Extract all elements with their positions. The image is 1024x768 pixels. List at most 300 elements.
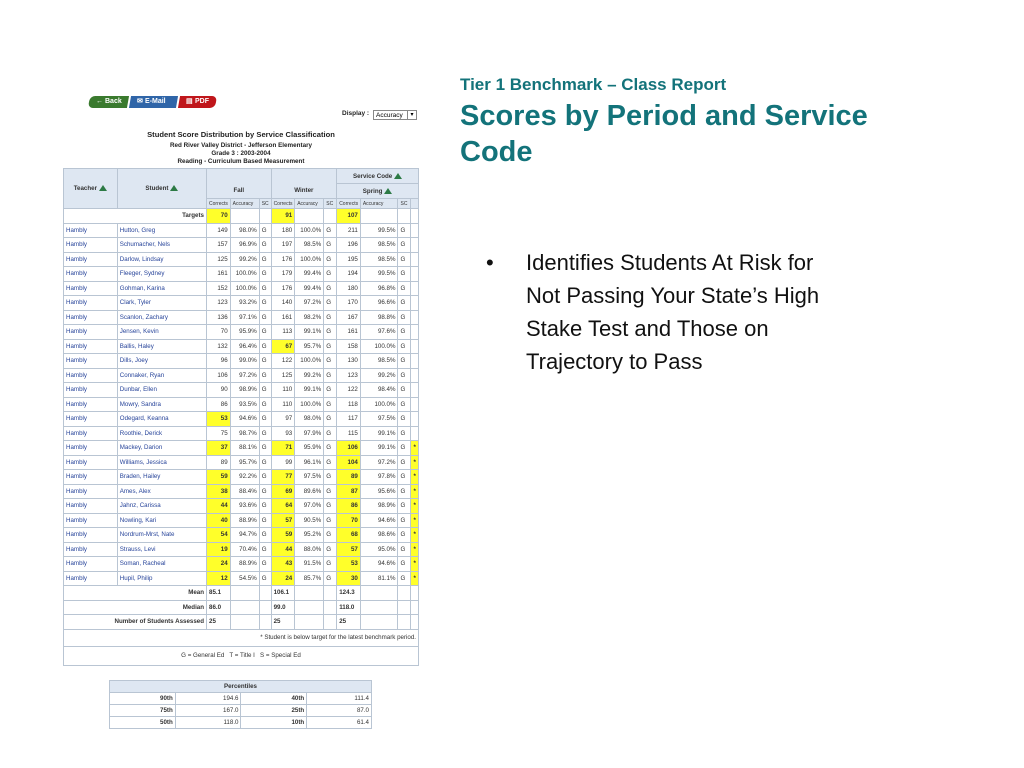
spring-accuracy-cell: 99.5% bbox=[360, 267, 398, 282]
fall-corrects-cell: 24 bbox=[207, 557, 231, 572]
winter-service-code-cell: G bbox=[324, 325, 337, 340]
teacher-cell[interactable]: Hambly bbox=[64, 426, 118, 441]
spring-accuracy-cell: 95.6% bbox=[360, 484, 398, 499]
below-target-marker: * bbox=[411, 571, 419, 586]
fall-service-code-cell: G bbox=[259, 310, 271, 325]
fall-accuracy-cell: 98.9% bbox=[230, 383, 259, 398]
fall-service-code-cell: G bbox=[259, 557, 271, 572]
teacher-cell[interactable]: Hambly bbox=[64, 252, 118, 267]
display-select-value: Accuracy bbox=[376, 112, 403, 119]
winter-corrects-cell: 93 bbox=[271, 426, 295, 441]
teacher-cell[interactable]: Hambly bbox=[64, 325, 118, 340]
spring-accuracy-cell: 99.2% bbox=[360, 368, 398, 383]
spring-corrects-cell: 118 bbox=[337, 397, 361, 412]
winter-corrects-cell: 122 bbox=[271, 354, 295, 369]
below-target-marker: * bbox=[411, 513, 419, 528]
winter-corrects-cell: 97 bbox=[271, 412, 295, 427]
winter-accuracy-cell: 99.1% bbox=[295, 383, 324, 398]
table-row bbox=[64, 397, 419, 412]
teacher-cell[interactable]: Hambly bbox=[64, 296, 118, 311]
teacher-cell[interactable]: Hambly bbox=[64, 513, 118, 528]
winter-accuracy-cell: 100.0% bbox=[295, 354, 324, 369]
winter-service-code-cell: G bbox=[324, 528, 337, 543]
table-row bbox=[64, 412, 419, 427]
winter-accuracy-cell: 95.9% bbox=[295, 441, 324, 456]
student-link[interactable]: Soman, Racheal bbox=[117, 557, 206, 572]
teacher-cell[interactable]: Hambly bbox=[64, 267, 118, 282]
spring-accuracy-cell: 98.6% bbox=[360, 528, 398, 543]
student-link[interactable]: Strauss, Levi bbox=[117, 542, 206, 557]
student-link[interactable]: Nowling, Kari bbox=[117, 513, 206, 528]
fall-accuracy-cell: 54.5% bbox=[230, 571, 259, 586]
student-link[interactable]: Nordrum-Mrst, Nate bbox=[117, 528, 206, 543]
winter-accuracy-cell: 99.1% bbox=[295, 325, 324, 340]
winter-corrects-cell: 43 bbox=[271, 557, 295, 572]
fall-corrects-cell: 106 bbox=[207, 368, 231, 383]
summary-value: 25 bbox=[337, 615, 361, 630]
percentile-label: 25th bbox=[241, 705, 307, 717]
spring-corrects-cell: 57 bbox=[337, 542, 361, 557]
spring-corrects-cell: 117 bbox=[337, 412, 361, 427]
table-row bbox=[64, 571, 419, 586]
fall-corrects-cell: 149 bbox=[207, 223, 231, 238]
spring-corrects-cell: 89 bbox=[337, 470, 361, 485]
student-link[interactable]: Mackey, Darion bbox=[117, 441, 206, 456]
spring-service-code-cell: G bbox=[398, 513, 411, 528]
subheader-corrects: Corrects bbox=[337, 199, 361, 209]
below-target-marker bbox=[411, 252, 419, 267]
teacher-cell[interactable]: Hambly bbox=[64, 281, 118, 296]
legend-row bbox=[64, 646, 419, 665]
spring-corrects-cell: 130 bbox=[337, 354, 361, 369]
table-row bbox=[64, 484, 419, 499]
percentile-label: 90th bbox=[110, 693, 176, 705]
student-link[interactable]: Schumacher, Nels bbox=[117, 238, 206, 253]
note-row bbox=[64, 629, 419, 646]
fall-service-code-cell: G bbox=[259, 238, 271, 253]
fall-accuracy-cell: 93.2% bbox=[230, 296, 259, 311]
spring-service-code-cell: G bbox=[398, 470, 411, 485]
fall-corrects-cell: 40 bbox=[207, 513, 231, 528]
pdf-button[interactable] bbox=[178, 96, 217, 108]
winter-service-code-cell: G bbox=[324, 238, 337, 253]
fall-accuracy-cell: 94.7% bbox=[230, 528, 259, 543]
table-row bbox=[64, 441, 419, 456]
below-target-marker: * bbox=[411, 470, 419, 485]
below-target-marker bbox=[411, 383, 419, 398]
fall-corrects-cell: 132 bbox=[207, 339, 231, 354]
fall-corrects-cell: 70 bbox=[207, 325, 231, 340]
subheader-sc: SC bbox=[324, 199, 337, 209]
fall-service-code-cell: G bbox=[259, 571, 271, 586]
winter-accuracy-cell: 100.0% bbox=[295, 397, 324, 412]
spring-corrects-cell: 170 bbox=[337, 296, 361, 311]
fall-service-code-cell: G bbox=[259, 368, 271, 383]
fall-corrects-cell: 125 bbox=[207, 252, 231, 267]
summary-value: 118.0 bbox=[337, 600, 361, 615]
winter-service-code-cell: G bbox=[324, 412, 337, 427]
winter-service-code-cell: G bbox=[324, 339, 337, 354]
fall-accuracy-cell: 97.1% bbox=[230, 310, 259, 325]
teacher-cell[interactable]: Hambly bbox=[64, 383, 118, 398]
fall-service-code-cell: G bbox=[259, 397, 271, 412]
percentile-value: 61.4 bbox=[307, 717, 372, 729]
winter-corrects-cell: 176 bbox=[271, 281, 295, 296]
fall-corrects-cell: 136 bbox=[207, 310, 231, 325]
spring-accuracy-cell: 94.6% bbox=[360, 557, 398, 572]
winter-service-code-cell: G bbox=[324, 354, 337, 369]
spring-corrects-cell: 123 bbox=[337, 368, 361, 383]
fall-corrects-cell: 86 bbox=[207, 397, 231, 412]
fall-accuracy-cell: 99.0% bbox=[230, 354, 259, 369]
spring-service-code-cell: G bbox=[398, 281, 411, 296]
percentiles-title: Percentiles bbox=[110, 681, 372, 693]
teacher-cell[interactable]: Hambly bbox=[64, 238, 118, 253]
table-row bbox=[64, 223, 419, 238]
sort-arrow-icon[interactable] bbox=[170, 185, 178, 191]
student-link[interactable]: Hutton, Greg bbox=[117, 223, 206, 238]
table-row bbox=[64, 455, 419, 470]
spring-service-code-cell: G bbox=[398, 354, 411, 369]
winter-service-code-cell: G bbox=[324, 397, 337, 412]
pdf-icon: ▤ bbox=[186, 98, 193, 105]
spring-service-code-cell: G bbox=[398, 383, 411, 398]
targets-label: Targets bbox=[64, 209, 207, 224]
spring-accuracy-cell: 95.0% bbox=[360, 542, 398, 557]
service-code-header[interactable]: Service Code bbox=[337, 169, 419, 184]
spring-service-code-cell: G bbox=[398, 557, 411, 572]
percentile-label: 50th bbox=[110, 717, 176, 729]
fall-corrects-cell: 75 bbox=[207, 426, 231, 441]
winter-corrects-cell: 77 bbox=[271, 470, 295, 485]
winter-accuracy-cell: 100.0% bbox=[295, 252, 324, 267]
back-button[interactable] bbox=[88, 96, 129, 108]
summary-value: 99.0 bbox=[271, 600, 295, 615]
winter-corrects-cell: 110 bbox=[271, 383, 295, 398]
fall-corrects-cell: 12 bbox=[207, 571, 231, 586]
summary-value: 85.1 bbox=[207, 586, 231, 601]
teacher-cell[interactable]: Hambly bbox=[64, 310, 118, 325]
spring-service-code-cell: G bbox=[398, 542, 411, 557]
back-label: Back bbox=[104, 98, 122, 105]
teacher-cell[interactable]: Hambly bbox=[64, 470, 118, 485]
spring-corrects-cell: 158 bbox=[337, 339, 361, 354]
below-target-marker bbox=[411, 296, 419, 311]
below-target-marker bbox=[411, 238, 419, 253]
spring-service-code-cell: G bbox=[398, 499, 411, 514]
table-row bbox=[64, 238, 419, 253]
percentile-value: 194.6 bbox=[175, 693, 241, 705]
winter-corrects-cell: 179 bbox=[271, 267, 295, 282]
winter-corrects-cell: 57 bbox=[271, 513, 295, 528]
student-link[interactable]: Hupil, Philip bbox=[117, 571, 206, 586]
fall-accuracy-cell: 93.6% bbox=[230, 499, 259, 514]
student-link[interactable]: Connaker, Ryan bbox=[117, 368, 206, 383]
winter-accuracy-cell: 97.0% bbox=[295, 499, 324, 514]
service-code-legend: G = General Ed T = Title I S = Special Ed bbox=[64, 646, 419, 665]
teacher-cell[interactable]: Hambly bbox=[64, 571, 118, 586]
student-link[interactable]: Darlow, Lindsay bbox=[117, 252, 206, 267]
winter-service-code-cell: G bbox=[324, 542, 337, 557]
email-button[interactable] bbox=[129, 96, 178, 108]
winter-service-code-cell: G bbox=[324, 557, 337, 572]
teacher-cell[interactable]: Hambly bbox=[64, 441, 118, 456]
student-link[interactable]: Ames, Alex bbox=[117, 484, 206, 499]
report-district: Red River Valley District - Jefferson Elementary bbox=[169, 142, 313, 149]
teacher-cell[interactable]: Hambly bbox=[64, 368, 118, 383]
summary-label: Median bbox=[64, 600, 207, 615]
spring-accuracy-cell: 97.8% bbox=[360, 470, 398, 485]
spring-corrects-cell: 211 bbox=[337, 223, 361, 238]
summary-label: Mean bbox=[64, 586, 207, 601]
sort-arrow-icon[interactable] bbox=[394, 173, 402, 179]
spring-corrects-cell: 70 bbox=[337, 513, 361, 528]
fall-service-code-cell: G bbox=[259, 441, 271, 456]
percentile-label: 10th bbox=[241, 717, 307, 729]
below-target-marker bbox=[411, 325, 419, 340]
table-row bbox=[64, 296, 419, 311]
fall-service-code-cell: G bbox=[259, 542, 271, 557]
winter-service-code-cell: G bbox=[324, 223, 337, 238]
student-link[interactable]: Roothie, Derick bbox=[117, 426, 206, 441]
fall-service-code-cell: G bbox=[259, 455, 271, 470]
below-target-marker bbox=[411, 267, 419, 282]
below-target-marker bbox=[411, 339, 419, 354]
spring-accuracy-cell: 100.0% bbox=[360, 339, 398, 354]
winter-accuracy-cell: 99.4% bbox=[295, 267, 324, 282]
winter-accuracy-cell: 100.0% bbox=[295, 223, 324, 238]
below-target-marker bbox=[411, 310, 419, 325]
fall-corrects-cell: 152 bbox=[207, 281, 231, 296]
display-select[interactable] bbox=[373, 110, 417, 120]
sort-arrow-icon[interactable] bbox=[384, 188, 392, 194]
targets-row bbox=[64, 209, 419, 224]
spring-service-code-cell: G bbox=[398, 426, 411, 441]
fall-accuracy-cell: 95.7% bbox=[230, 455, 259, 470]
percentile-value: 111.4 bbox=[307, 693, 372, 705]
scores-table bbox=[63, 168, 419, 666]
fall-accuracy-cell: 98.7% bbox=[230, 426, 259, 441]
spring-corrects-cell: 194 bbox=[337, 267, 361, 282]
spring-accuracy-cell: 98.5% bbox=[360, 238, 398, 253]
spring-service-code-cell: G bbox=[398, 267, 411, 282]
below-target-marker bbox=[411, 397, 419, 412]
table-row bbox=[64, 281, 419, 296]
spring-service-code-cell: G bbox=[398, 339, 411, 354]
summary-label: Number of Students Assessed bbox=[64, 615, 207, 630]
student-link[interactable]: Scanlon, Zachary bbox=[117, 310, 206, 325]
teacher-cell[interactable]: Hambly bbox=[64, 397, 118, 412]
teacher-cell[interactable]: Hambly bbox=[64, 528, 118, 543]
percentile-value: 167.0 bbox=[175, 705, 241, 717]
spring-corrects-cell: 53 bbox=[337, 557, 361, 572]
table-row bbox=[64, 310, 419, 325]
fall-corrects-cell: 123 bbox=[207, 296, 231, 311]
student-link[interactable]: Williams, Jessica bbox=[117, 455, 206, 470]
spring-corrects-cell: 161 bbox=[337, 325, 361, 340]
percentile-row bbox=[110, 717, 372, 729]
winter-corrects-cell: 71 bbox=[271, 441, 295, 456]
column-header-fall: Fall bbox=[207, 184, 272, 199]
winter-accuracy-cell: 95.2% bbox=[295, 528, 324, 543]
fall-corrects-cell: 90 bbox=[207, 383, 231, 398]
winter-corrects-cell: 59 bbox=[271, 528, 295, 543]
below-target-marker: * bbox=[411, 499, 419, 514]
student-link[interactable]: Fleeger, Sydney bbox=[117, 267, 206, 282]
teacher-cell[interactable]: Hambly bbox=[64, 484, 118, 499]
teacher-cell[interactable]: Hambly bbox=[64, 223, 118, 238]
table-row bbox=[64, 542, 419, 557]
winter-corrects-cell: 67 bbox=[271, 339, 295, 354]
fall-service-code-cell: G bbox=[259, 223, 271, 238]
winter-accuracy-cell: 99.4% bbox=[295, 281, 324, 296]
teacher-cell[interactable]: Hambly bbox=[64, 339, 118, 354]
student-link[interactable]: Mowry, Sandra bbox=[117, 397, 206, 412]
winter-corrects-cell: 197 bbox=[271, 238, 295, 253]
below-target-marker bbox=[411, 412, 419, 427]
winter-corrects-cell: 99 bbox=[271, 455, 295, 470]
fall-corrects-cell: 19 bbox=[207, 542, 231, 557]
below-target-marker: * bbox=[411, 484, 419, 499]
winter-service-code-cell: G bbox=[324, 368, 337, 383]
fall-service-code-cell: G bbox=[259, 499, 271, 514]
teacher-cell[interactable]: Hambly bbox=[64, 557, 118, 572]
fall-accuracy-cell: 98.0% bbox=[230, 223, 259, 238]
winter-service-code-cell: G bbox=[324, 267, 337, 282]
winter-corrects-cell: 125 bbox=[271, 368, 295, 383]
student-link[interactable]: Braden, Hailey bbox=[117, 470, 206, 485]
subheader-corrects: Corrects bbox=[207, 199, 231, 209]
table-row bbox=[64, 528, 419, 543]
spring-service-code-cell: G bbox=[398, 571, 411, 586]
table-row bbox=[64, 426, 419, 441]
sort-arrow-icon[interactable] bbox=[99, 185, 107, 191]
teacher-cell[interactable]: Hambly bbox=[64, 412, 118, 427]
spring-corrects-cell: 106 bbox=[337, 441, 361, 456]
fall-accuracy-cell: 97.2% bbox=[230, 368, 259, 383]
summary-row bbox=[64, 615, 419, 630]
winter-corrects-cell: 113 bbox=[271, 325, 295, 340]
column-header-teacher[interactable]: Teacher bbox=[64, 169, 118, 209]
slide-subtitle: Tier 1 Benchmark – Class Report bbox=[460, 75, 727, 94]
pdf-label: PDF bbox=[194, 98, 209, 105]
spring-corrects-cell: 115 bbox=[337, 426, 361, 441]
winter-service-code-cell: G bbox=[324, 296, 337, 311]
student-link[interactable]: Dunbar, Ellen bbox=[117, 383, 206, 398]
fall-corrects-cell: 89 bbox=[207, 455, 231, 470]
fall-accuracy-cell: 88.4% bbox=[230, 484, 259, 499]
below-target-marker bbox=[411, 426, 419, 441]
spring-accuracy-cell: 96.8% bbox=[360, 281, 398, 296]
student-link[interactable]: Clark, Tyler bbox=[117, 296, 206, 311]
spring-corrects-cell: 104 bbox=[337, 455, 361, 470]
teacher-cell[interactable]: Hambly bbox=[64, 455, 118, 470]
fall-accuracy-cell: 88.9% bbox=[230, 557, 259, 572]
subheader-sc: SC bbox=[398, 199, 411, 209]
teacher-cell[interactable]: Hambly bbox=[64, 499, 118, 514]
fall-corrects-cell: 161 bbox=[207, 267, 231, 282]
winter-service-code-cell: G bbox=[324, 455, 337, 470]
spring-accuracy-cell: 81.1% bbox=[360, 571, 398, 586]
fall-corrects-cell: 54 bbox=[207, 528, 231, 543]
fall-corrects-cell: 59 bbox=[207, 470, 231, 485]
student-link[interactable]: Ballis, Haley bbox=[117, 339, 206, 354]
spring-service-code-cell: G bbox=[398, 441, 411, 456]
fall-accuracy-cell: 93.5% bbox=[230, 397, 259, 412]
below-target-marker bbox=[411, 223, 419, 238]
column-header-student[interactable]: Student bbox=[117, 169, 206, 209]
percentile-label: 75th bbox=[110, 705, 176, 717]
winter-accuracy-cell: 98.2% bbox=[295, 310, 324, 325]
student-link[interactable]: Odegard, Keanna bbox=[117, 412, 206, 427]
column-header-winter: Winter bbox=[271, 184, 337, 199]
spring-corrects-cell: 87 bbox=[337, 484, 361, 499]
spring-corrects-cell: 180 bbox=[337, 281, 361, 296]
table-row bbox=[64, 252, 419, 267]
percentile-row bbox=[110, 693, 372, 705]
spring-corrects-cell: 167 bbox=[337, 310, 361, 325]
winter-service-code-cell: G bbox=[324, 383, 337, 398]
subheader-accuracy: Accuracy bbox=[360, 199, 398, 209]
spring-accuracy-cell: 98.5% bbox=[360, 252, 398, 267]
winter-accuracy-cell: 97.9% bbox=[295, 426, 324, 441]
percentile-value: 87.0 bbox=[307, 705, 372, 717]
spring-service-code-cell: G bbox=[398, 484, 411, 499]
bullet-point bbox=[486, 246, 846, 378]
below-target-marker: * bbox=[411, 557, 419, 572]
winter-corrects-cell: 64 bbox=[271, 499, 295, 514]
student-link[interactable]: Gohman, Karina bbox=[117, 281, 206, 296]
winter-accuracy-cell: 91.5% bbox=[295, 557, 324, 572]
winter-service-code-cell: G bbox=[324, 426, 337, 441]
column-header-spring[interactable]: Spring bbox=[337, 184, 419, 199]
summary-value: 124.3 bbox=[337, 586, 361, 601]
student-link[interactable]: Jahnz, Carissa bbox=[117, 499, 206, 514]
summary-value: 86.0 bbox=[207, 600, 231, 615]
fall-corrects-cell: 38 bbox=[207, 484, 231, 499]
table-row bbox=[64, 354, 419, 369]
winter-accuracy-cell: 97.5% bbox=[295, 470, 324, 485]
table-row bbox=[64, 470, 419, 485]
slide-title-line2: Code bbox=[460, 136, 533, 168]
teacher-cell[interactable]: Hambly bbox=[64, 542, 118, 557]
percentile-value: 118.0 bbox=[175, 717, 241, 729]
table-row bbox=[64, 267, 419, 282]
slide-title bbox=[460, 98, 1000, 170]
teacher-cell[interactable]: Hambly bbox=[64, 354, 118, 369]
email-label: E-Mail bbox=[144, 98, 166, 105]
winter-service-code-cell: G bbox=[324, 499, 337, 514]
spring-service-code-cell: G bbox=[398, 310, 411, 325]
spring-service-code-cell: G bbox=[398, 412, 411, 427]
winter-corrects-cell: 180 bbox=[271, 223, 295, 238]
spring-service-code-cell: G bbox=[398, 397, 411, 412]
spring-accuracy-cell: 94.6% bbox=[360, 513, 398, 528]
spring-accuracy-cell: 97.2% bbox=[360, 455, 398, 470]
fall-accuracy-cell: 70.4% bbox=[230, 542, 259, 557]
student-link[interactable]: Dills, Joey bbox=[117, 354, 206, 369]
table-row bbox=[64, 557, 419, 572]
display-label: Display : bbox=[342, 110, 370, 117]
spring-service-code-cell: G bbox=[398, 325, 411, 340]
fall-accuracy-cell: 88.9% bbox=[230, 513, 259, 528]
summary-row bbox=[64, 586, 419, 601]
winter-corrects-cell: 24 bbox=[271, 571, 295, 586]
below-target-marker bbox=[411, 354, 419, 369]
student-link[interactable]: Jensen, Kevin bbox=[117, 325, 206, 340]
spring-accuracy-cell: 99.1% bbox=[360, 426, 398, 441]
fall-service-code-cell: G bbox=[259, 296, 271, 311]
